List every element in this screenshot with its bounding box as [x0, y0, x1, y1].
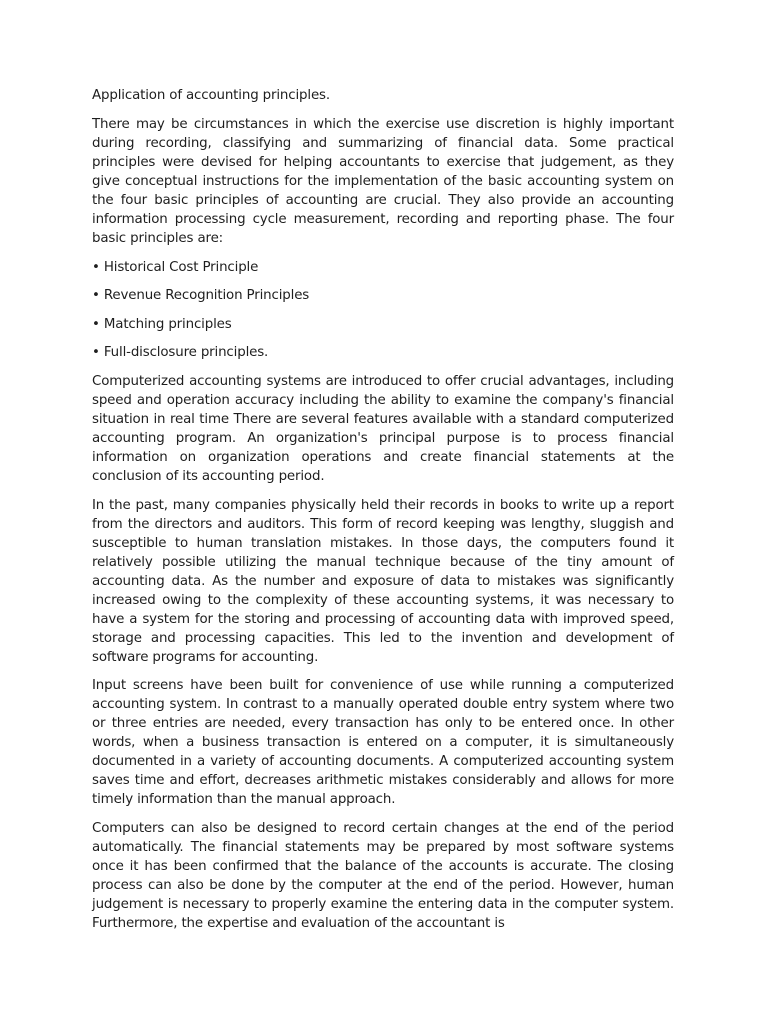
paragraph-past-records: In the past, many companies physically held their records in books to write up a report from the directors and auditors. This form of record keeping was lengthy, sluggish and susceptible to human translation mistakes. In those days, the computers found it relatively possible utilizing the manual technique because of the tiny amount of accounting data. As the number and exposure of data to mistakes was significantly increased owing to the complexity of these accounting systems, it was necessary to have a system for the storing and processing of accounting data with improved speed, storage and processing capacities. This led to the invention and development of software programs for accounting.: [92, 497, 674, 665]
bullet-item-historical-cost: • Historical Cost Principle: [92, 259, 259, 275]
paragraph-input-screens: Input screens have been built for convenience of use while running a computerized accounting system. In contrast to a manually operated double entry system where two or three entries are needed, every transaction has only to be entered once. In other words, when a business transaction is entered on a computer, it is simultaneously documented in a variety of accounting documents. A computerized accounting system saves time and effort, decreases arithmetic mistakes considerably and allows for more timely information than the manual approach.: [92, 678, 674, 808]
bullet-item-revenue-recognition: • Revenue Recognition Principles: [92, 288, 310, 304]
paragraph-period-end: Computers can also be designed to record certain changes at the end of the period automatically. The financial statements may be prepared by most software systems once it has been confirmed that the balance of the accounts is accurate. The closing process can also be done by the computer at the end of the period. However, human judgement is necessary to properly examine the entering data in the computer system. Furthermore, the expertise and evaluation of the accountant is: [92, 820, 674, 931]
bullet-item-full-disclosure: • Full-disclosure principles.: [92, 345, 269, 361]
paragraph-computerized-systems: Computerized accounting systems are introduced to offer crucial advantages, including speed and operation accuracy including the ability to examine the company's financial situation in real time There are several features available with a standard computerized accounting program. An organization's principal purpose is to process financial information on organization operations and create financial statements at the conclusion of its accounting period.: [92, 373, 674, 484]
bullet-item-matching: • Matching principles: [92, 316, 232, 332]
document-page: [92, 86, 674, 942]
document-title: Application of accounting principles.: [92, 88, 330, 103]
intro-paragraph: There may be circumstances in which the exercise use discretion is highly important during recording, classifying and summarizing of financial data. Some practical principles were devised for helping accountants to exercise that judgement, as they give conceptual instructions for the implementation of the basic accounting system on the four basic principles of accounting are crucial. They also provide an accounting information processing cycle measurement, recording and reporting phase. The four basic principles are:: [92, 117, 674, 246]
